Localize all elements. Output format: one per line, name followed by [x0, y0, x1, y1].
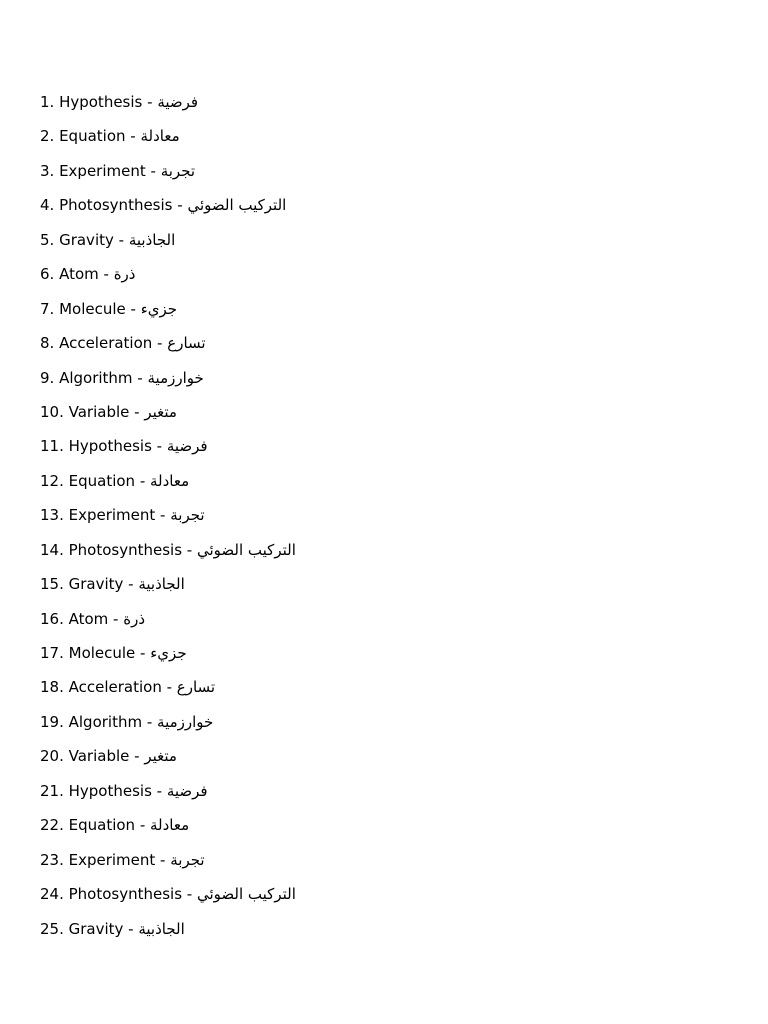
arabic-term: فرضية	[166, 781, 208, 800]
vocabulary-list	[40, 92, 296, 953]
list-item	[40, 436, 296, 470]
list-item	[40, 161, 296, 195]
english-term: 5. Gravity -	[40, 230, 129, 249]
english-term: 14. Photosynthesis -	[40, 540, 197, 559]
arabic-term: التركيب الضوئي	[187, 196, 287, 215]
list-item	[40, 746, 296, 780]
list-item	[40, 92, 296, 126]
list-item	[40, 299, 296, 333]
arabic-term: التركيب الضوئي	[196, 540, 296, 559]
arabic-term: خوارزمية	[157, 712, 214, 731]
english-term: 17. Molecule -	[40, 644, 151, 662]
english-term: 21. Hypothesis -	[40, 781, 167, 800]
list-item	[40, 264, 296, 298]
list-item	[40, 230, 296, 264]
english-term: 12. Equation -	[40, 471, 151, 490]
list-item	[40, 781, 296, 815]
list-item	[40, 126, 296, 160]
english-term: 18. Acceleration -	[40, 678, 177, 697]
english-term: 19. Algorithm -	[40, 712, 158, 731]
arabic-term: جزيء	[150, 644, 187, 662]
list-item	[40, 884, 296, 918]
list-item	[40, 368, 296, 402]
list-item	[40, 712, 296, 746]
list-item	[40, 195, 296, 229]
arabic-term: الجاذبية	[138, 575, 185, 594]
list-item	[40, 677, 296, 711]
arabic-term: الجاذبية	[138, 919, 185, 938]
english-term: 25. Gravity -	[40, 919, 139, 938]
arabic-term: ذرة	[123, 609, 146, 628]
list-item	[40, 540, 296, 574]
english-term: 22. Equation -	[40, 816, 151, 835]
list-item	[40, 850, 296, 884]
english-term: 3. Experiment -	[40, 161, 161, 180]
english-term: 13. Experiment -	[40, 506, 171, 525]
english-term: 11. Hypothesis -	[40, 437, 167, 456]
english-term: 9. Algorithm -	[40, 368, 148, 387]
list-item	[40, 643, 296, 677]
arabic-term: فرضية	[157, 93, 199, 111]
english-term: 7. Molecule -	[40, 299, 141, 318]
list-item	[40, 402, 296, 436]
arabic-term: جزيء	[140, 299, 178, 318]
arabic-term: معادلة	[150, 816, 190, 835]
english-term: 16. Atom -	[40, 609, 124, 628]
arabic-term: تسارع	[176, 678, 216, 697]
arabic-term: تجربة	[170, 506, 205, 525]
list-item	[40, 333, 296, 367]
arabic-term: متغير	[144, 747, 177, 766]
english-term: 15. Gravity -	[40, 575, 139, 594]
arabic-term: متغير	[144, 402, 177, 421]
arabic-term: معادلة	[150, 471, 190, 490]
english-term: 6. Atom -	[40, 265, 114, 284]
arabic-term: تجربة	[170, 850, 205, 869]
arabic-term: الجاذبية	[128, 230, 176, 249]
arabic-term: فرضية	[166, 437, 208, 456]
english-term: 24. Photosynthesis -	[40, 885, 197, 904]
arabic-term: التركيب الضوئي	[196, 885, 296, 904]
english-term: 1. Hypothesis -	[40, 93, 158, 111]
list-item	[40, 505, 296, 539]
english-term: 2. Equation -	[40, 127, 141, 146]
arabic-term: معادلة	[140, 127, 180, 146]
english-term: 4. Photosynthesis -	[40, 196, 188, 215]
arabic-term: تجربة	[160, 161, 196, 180]
arabic-term: خوارزمية	[147, 368, 204, 387]
english-term: 23. Experiment -	[40, 850, 171, 869]
list-item	[40, 919, 296, 953]
list-item	[40, 815, 296, 849]
list-item	[40, 471, 296, 505]
arabic-term: ذرة	[113, 265, 136, 284]
list-item	[40, 609, 296, 643]
english-term: 20. Variable -	[40, 747, 145, 766]
english-term: 10. Variable -	[40, 402, 145, 421]
english-term: 8. Acceleration -	[40, 334, 168, 353]
arabic-term: تسارع	[167, 334, 206, 353]
list-item	[40, 574, 296, 608]
